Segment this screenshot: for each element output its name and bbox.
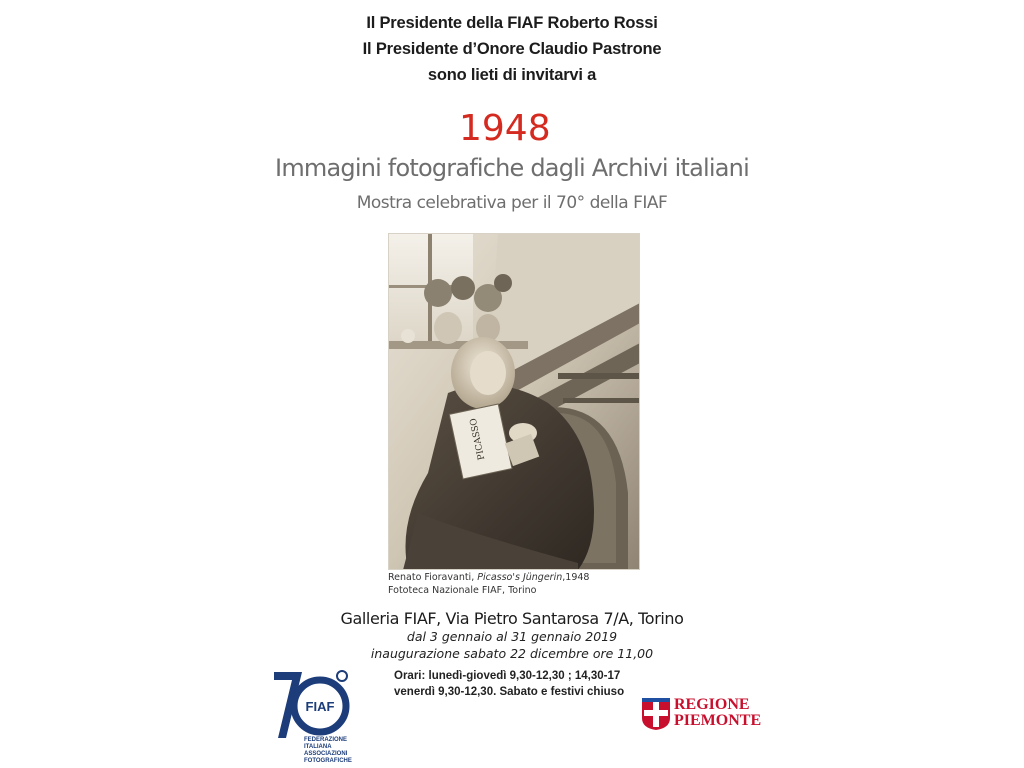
exhibition-photograph <box>388 233 640 570</box>
venue-name: Galleria FIAF, Via Pietro Santarosa 7/A, Torino <box>340 609 684 628</box>
caption-author: Renato Fioravanti, <box>388 572 478 583</box>
venue-opening: inaugurazione sabato 22 dicembre ore 11,00 <box>370 646 654 661</box>
venue-hours-line-1: Orari: lunedì-giovedì 9,30-12,30 ; 14,30-17 <box>394 670 621 682</box>
venue-hours-line-2: venerdì 9,30-12,30. Sabato e festivi chiuso <box>394 686 625 698</box>
fiaf-federation-name <box>304 737 352 765</box>
exhibition-year: 1948 <box>459 108 551 149</box>
fed-line-2: ITALIANA <box>304 744 332 750</box>
venue-dates: dal 3 gennaio al 31 gennaio 2019 <box>406 629 618 644</box>
exhibition-subtitle: Mostra celebrativa per il 70° della FIAF <box>356 193 668 213</box>
photo-caption-line-1 <box>388 572 589 583</box>
fiaf-acronym: FIAF <box>305 699 335 714</box>
fed-line-4: FOTOGRAFICHE <box>304 758 352 764</box>
caption-year: ,1948 <box>562 572 590 583</box>
header-line-1: Il Presidente della FIAF Roberto Rossi <box>366 14 658 32</box>
regione-line-1: REGIONE <box>674 696 750 713</box>
fed-line-3: ASSOCIAZIONI <box>304 751 348 757</box>
piemonte-shield-icon <box>642 698 670 730</box>
regione-line-2: PIEMONTE <box>674 712 762 729</box>
header-line-3: sono lieti di invitarvi a <box>427 66 597 84</box>
exhibition-title: Immagini fotografiche dagli Archivi italiani <box>275 154 749 182</box>
fiaf-70-logo <box>272 668 352 742</box>
caption-title: Picasso's Jüngerin <box>477 572 563 583</box>
header-line-2: Il Presidente d’Onore Claudio Pastrone <box>362 40 662 58</box>
photo-caption-line-2: Fototeca Nazionale FIAF, Torino <box>388 585 537 596</box>
regione-piemonte-wordmark <box>674 697 761 729</box>
book-title-text: PICASSO <box>468 417 488 461</box>
fed-line-1: FEDERAZIONE <box>304 737 348 743</box>
